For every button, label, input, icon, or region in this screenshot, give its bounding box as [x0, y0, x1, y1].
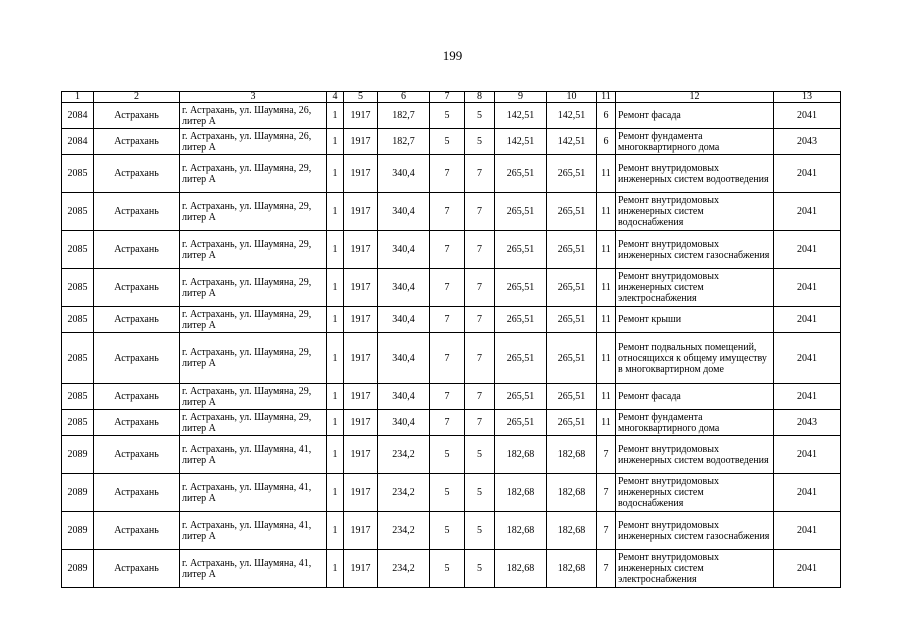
column-header-5: 5	[344, 92, 378, 103]
cell-col-11: 11	[597, 307, 616, 333]
cell-row-id: 2085	[62, 155, 94, 193]
cell-col-4: 1	[327, 474, 344, 512]
cell-row-id: 2089	[62, 436, 94, 474]
cell-city: Астрахань	[94, 129, 180, 155]
cell-year-planned: 2043	[774, 410, 841, 436]
cell-year-planned: 2041	[774, 155, 841, 193]
cell-col-7: 5	[430, 103, 465, 129]
cell-col-9: 182,68	[495, 512, 547, 550]
cell-city: Астрахань	[94, 474, 180, 512]
cell-city: Астрахань	[94, 384, 180, 410]
cell-year-planned: 2041	[774, 474, 841, 512]
cell-row-id: 2085	[62, 193, 94, 231]
column-header-9: 9	[495, 92, 547, 103]
cell-col-7: 5	[430, 436, 465, 474]
cell-col-8: 5	[465, 474, 495, 512]
cell-col-8: 7	[465, 231, 495, 269]
cell-col-11: 7	[597, 436, 616, 474]
cell-city: Астрахань	[94, 231, 180, 269]
cell-address: г. Астрахань, ул. Шаумяна, 29, литер А	[180, 384, 327, 410]
cell-col-4: 1	[327, 550, 344, 588]
cell-city: Астрахань	[94, 436, 180, 474]
table-row	[62, 436, 841, 474]
cell-col-4: 1	[327, 269, 344, 307]
cell-area: 340,4	[378, 231, 430, 269]
column-header-6: 6	[378, 92, 430, 103]
cell-city: Астрахань	[94, 410, 180, 436]
cell-city: Астрахань	[94, 155, 180, 193]
cell-area: 340,4	[378, 155, 430, 193]
table-row	[62, 231, 841, 269]
cell-col-8: 7	[465, 155, 495, 193]
cell-work-type: Ремонт внутридомовых инженерных систем электроснабжения	[616, 269, 774, 307]
cell-year-planned: 2041	[774, 231, 841, 269]
cell-col-7: 7	[430, 231, 465, 269]
cell-area: 234,2	[378, 550, 430, 588]
cell-col-11: 11	[597, 193, 616, 231]
cell-col-7: 5	[430, 512, 465, 550]
cell-row-id: 2085	[62, 307, 94, 333]
cell-row-id: 2084	[62, 129, 94, 155]
cell-year: 1917	[344, 193, 378, 231]
table-row	[62, 269, 841, 307]
cell-work-type: Ремонт внутридомовых инженерных систем газоснабжения	[616, 231, 774, 269]
cell-col-8: 7	[465, 193, 495, 231]
cell-year-planned: 2041	[774, 103, 841, 129]
cell-row-id: 2089	[62, 512, 94, 550]
column-header-1: 1	[62, 92, 94, 103]
cell-address: г. Астрахань, ул. Шаумяна, 29, литер А	[180, 269, 327, 307]
cell-work-type: Ремонт фундамента многоквартирного дома	[616, 410, 774, 436]
table-row	[62, 155, 841, 193]
cell-col-7: 5	[430, 474, 465, 512]
cell-address: г. Астрахань, ул. Шаумяна, 29, литер А	[180, 410, 327, 436]
cell-year: 1917	[344, 474, 378, 512]
cell-col-7: 7	[430, 269, 465, 307]
cell-col-9: 142,51	[495, 103, 547, 129]
cell-year-planned: 2041	[774, 269, 841, 307]
column-header-4: 4	[327, 92, 344, 103]
cell-col-7: 5	[430, 550, 465, 588]
cell-col-9: 182,68	[495, 550, 547, 588]
cell-year: 1917	[344, 129, 378, 155]
cell-area: 340,4	[378, 307, 430, 333]
cell-year: 1917	[344, 231, 378, 269]
cell-col-9: 265,51	[495, 155, 547, 193]
cell-col-7: 7	[430, 410, 465, 436]
cell-col-7: 7	[430, 155, 465, 193]
cell-year-planned: 2041	[774, 193, 841, 231]
table-row	[62, 193, 841, 231]
cell-year-planned: 2043	[774, 129, 841, 155]
cell-work-type: Ремонт внутридомовых инженерных систем водоотведения	[616, 155, 774, 193]
cell-col-9: 265,51	[495, 231, 547, 269]
cell-col-11: 7	[597, 512, 616, 550]
cell-row-id: 2089	[62, 550, 94, 588]
cell-year: 1917	[344, 512, 378, 550]
page-number: 199	[442, 48, 463, 63]
cell-col-11: 11	[597, 333, 616, 384]
cell-address: г. Астрахань, ул. Шаумяна, 26, литер А	[180, 129, 327, 155]
cell-work-type: Ремонт фундамента многоквартирного дома	[616, 129, 774, 155]
cell-row-id: 2089	[62, 474, 94, 512]
cell-year-planned: 2041	[774, 550, 841, 588]
cell-col-9: 265,51	[495, 410, 547, 436]
cell-address: г. Астрахань, ул. Шаумяна, 41, литер А	[180, 474, 327, 512]
cell-row-id: 2085	[62, 384, 94, 410]
cell-address: г. Астрахань, ул. Шаумяна, 41, литер А	[180, 512, 327, 550]
cell-area: 234,2	[378, 436, 430, 474]
table-row	[62, 333, 841, 384]
table-row	[62, 474, 841, 512]
cell-col-11: 11	[597, 155, 616, 193]
cell-address: г. Астрахань, ул. Шаумяна, 29, литер А	[180, 307, 327, 333]
cell-address: г. Астрахань, ул. Шаумяна, 29, литер А	[180, 155, 327, 193]
cell-address: г. Астрахань, ул. Шаумяна, 29, литер А	[180, 231, 327, 269]
cell-col-7: 7	[430, 193, 465, 231]
cell-col-10: 142,51	[547, 129, 597, 155]
cell-col-11: 11	[597, 269, 616, 307]
cell-year-planned: 2041	[774, 333, 841, 384]
column-header-12: 12	[616, 92, 774, 103]
cell-year: 1917	[344, 550, 378, 588]
cell-year: 1917	[344, 103, 378, 129]
cell-address: г. Астрахань, ул. Шаумяна, 26, литер А	[180, 103, 327, 129]
cell-col-4: 1	[327, 231, 344, 269]
cell-col-4: 1	[327, 512, 344, 550]
table-row	[62, 103, 841, 129]
cell-work-type: Ремонт крыши	[616, 307, 774, 333]
cell-col-9: 265,51	[495, 384, 547, 410]
column-header-3: 3	[180, 92, 327, 103]
cell-col-11: 11	[597, 231, 616, 269]
cell-city: Астрахань	[94, 193, 180, 231]
table-row	[62, 550, 841, 588]
cell-work-type: Ремонт подвальных помещений, относящихся к общему имуществу в многоквартирном доме	[616, 333, 774, 384]
cell-year: 1917	[344, 436, 378, 474]
cell-col-10: 265,51	[547, 333, 597, 384]
cell-work-type: Ремонт внутридомовых инженерных систем водоснабжения	[616, 193, 774, 231]
cell-col-11: 6	[597, 103, 616, 129]
cell-row-id: 2085	[62, 410, 94, 436]
cell-col-7: 5	[430, 129, 465, 155]
cell-col-10: 265,51	[547, 384, 597, 410]
cell-row-id: 2085	[62, 231, 94, 269]
cell-col-4: 1	[327, 333, 344, 384]
cell-col-10: 182,68	[547, 550, 597, 588]
cell-year-planned: 2041	[774, 384, 841, 410]
table-row	[62, 512, 841, 550]
cell-col-8: 5	[465, 436, 495, 474]
cell-area: 340,4	[378, 193, 430, 231]
cell-col-7: 7	[430, 384, 465, 410]
cell-col-8: 5	[465, 550, 495, 588]
cell-city: Астрахань	[94, 269, 180, 307]
cell-col-4: 1	[327, 436, 344, 474]
cell-col-8: 5	[465, 103, 495, 129]
cell-year-planned: 2041	[774, 436, 841, 474]
cell-col-10: 265,51	[547, 269, 597, 307]
table-row	[62, 384, 841, 410]
cell-row-id: 2085	[62, 269, 94, 307]
cell-year: 1917	[344, 155, 378, 193]
cell-year: 1917	[344, 410, 378, 436]
cell-area: 234,2	[378, 474, 430, 512]
cell-work-type: Ремонт внутридомовых инженерных систем водоотведения	[616, 436, 774, 474]
cell-year-planned: 2041	[774, 512, 841, 550]
cell-year-planned: 2041	[774, 307, 841, 333]
table-row	[62, 410, 841, 436]
cell-col-7: 7	[430, 307, 465, 333]
cell-col-8: 7	[465, 384, 495, 410]
cell-col-4: 1	[327, 103, 344, 129]
cell-col-8: 5	[465, 512, 495, 550]
cell-col-9: 182,68	[495, 436, 547, 474]
cell-col-10: 265,51	[547, 410, 597, 436]
cell-year: 1917	[344, 333, 378, 384]
cell-city: Астрахань	[94, 512, 180, 550]
cell-col-11: 11	[597, 384, 616, 410]
cell-col-4: 1	[327, 384, 344, 410]
cell-col-9: 265,51	[495, 307, 547, 333]
cell-area: 182,7	[378, 103, 430, 129]
cell-area: 340,4	[378, 269, 430, 307]
cell-col-10: 182,68	[547, 474, 597, 512]
cell-col-8: 7	[465, 307, 495, 333]
cell-col-10: 265,51	[547, 307, 597, 333]
cell-col-7: 7	[430, 333, 465, 384]
cell-col-10: 182,68	[547, 436, 597, 474]
column-header-2: 2	[94, 92, 180, 103]
cell-address: г. Астрахань, ул. Шаумяна, 29, литер А	[180, 193, 327, 231]
cell-area: 182,7	[378, 129, 430, 155]
cell-work-type: Ремонт фасада	[616, 103, 774, 129]
cell-year: 1917	[344, 269, 378, 307]
cell-work-type: Ремонт фасада	[616, 384, 774, 410]
cell-col-11: 6	[597, 129, 616, 155]
cell-city: Астрахань	[94, 550, 180, 588]
cell-col-8: 7	[465, 410, 495, 436]
cell-col-10: 142,51	[547, 103, 597, 129]
cell-city: Астрахань	[94, 307, 180, 333]
table-row	[62, 307, 841, 333]
cell-work-type: Ремонт внутридомовых инженерных систем водоснабжения	[616, 474, 774, 512]
cell-col-10: 265,51	[547, 155, 597, 193]
cell-work-type: Ремонт внутридомовых инженерных систем электроснабжения	[616, 550, 774, 588]
cell-col-10: 265,51	[547, 193, 597, 231]
cell-col-11: 7	[597, 474, 616, 512]
cell-col-8: 7	[465, 269, 495, 307]
cell-col-9: 265,51	[495, 269, 547, 307]
cell-area: 340,4	[378, 333, 430, 384]
cell-col-11: 11	[597, 410, 616, 436]
cell-city: Астрахань	[94, 103, 180, 129]
column-header-11: 11	[597, 92, 616, 103]
cell-col-9: 265,51	[495, 193, 547, 231]
cell-col-9: 182,68	[495, 474, 547, 512]
table-row	[62, 129, 841, 155]
cell-year: 1917	[344, 384, 378, 410]
column-header-10: 10	[547, 92, 597, 103]
cell-col-4: 1	[327, 307, 344, 333]
cell-col-4: 1	[327, 193, 344, 231]
cell-col-10: 265,51	[547, 231, 597, 269]
cell-row-id: 2085	[62, 333, 94, 384]
cell-address: г. Астрахань, ул. Шаумяна, 41, литер А	[180, 550, 327, 588]
cell-col-10: 182,68	[547, 512, 597, 550]
cell-area: 234,2	[378, 512, 430, 550]
cell-row-id: 2084	[62, 103, 94, 129]
cell-address: г. Астрахань, ул. Шаумяна, 29, литер А	[180, 333, 327, 384]
cell-address: г. Астрахань, ул. Шаумяна, 41, литер А	[180, 436, 327, 474]
cell-col-4: 1	[327, 155, 344, 193]
capital-repair-table	[61, 91, 841, 588]
cell-col-4: 1	[327, 129, 344, 155]
column-header-8: 8	[465, 92, 495, 103]
cell-col-9: 142,51	[495, 129, 547, 155]
column-header-7: 7	[430, 92, 465, 103]
cell-city: Астрахань	[94, 333, 180, 384]
cell-year: 1917	[344, 307, 378, 333]
cell-col-8: 5	[465, 129, 495, 155]
cell-col-9: 265,51	[495, 333, 547, 384]
cell-area: 340,4	[378, 410, 430, 436]
header-row	[62, 92, 841, 103]
cell-col-8: 7	[465, 333, 495, 384]
cell-col-4: 1	[327, 410, 344, 436]
cell-area: 340,4	[378, 384, 430, 410]
cell-col-11: 7	[597, 550, 616, 588]
column-header-13: 13	[774, 92, 841, 103]
cell-work-type: Ремонт внутридомовых инженерных систем газоснабжения	[616, 512, 774, 550]
